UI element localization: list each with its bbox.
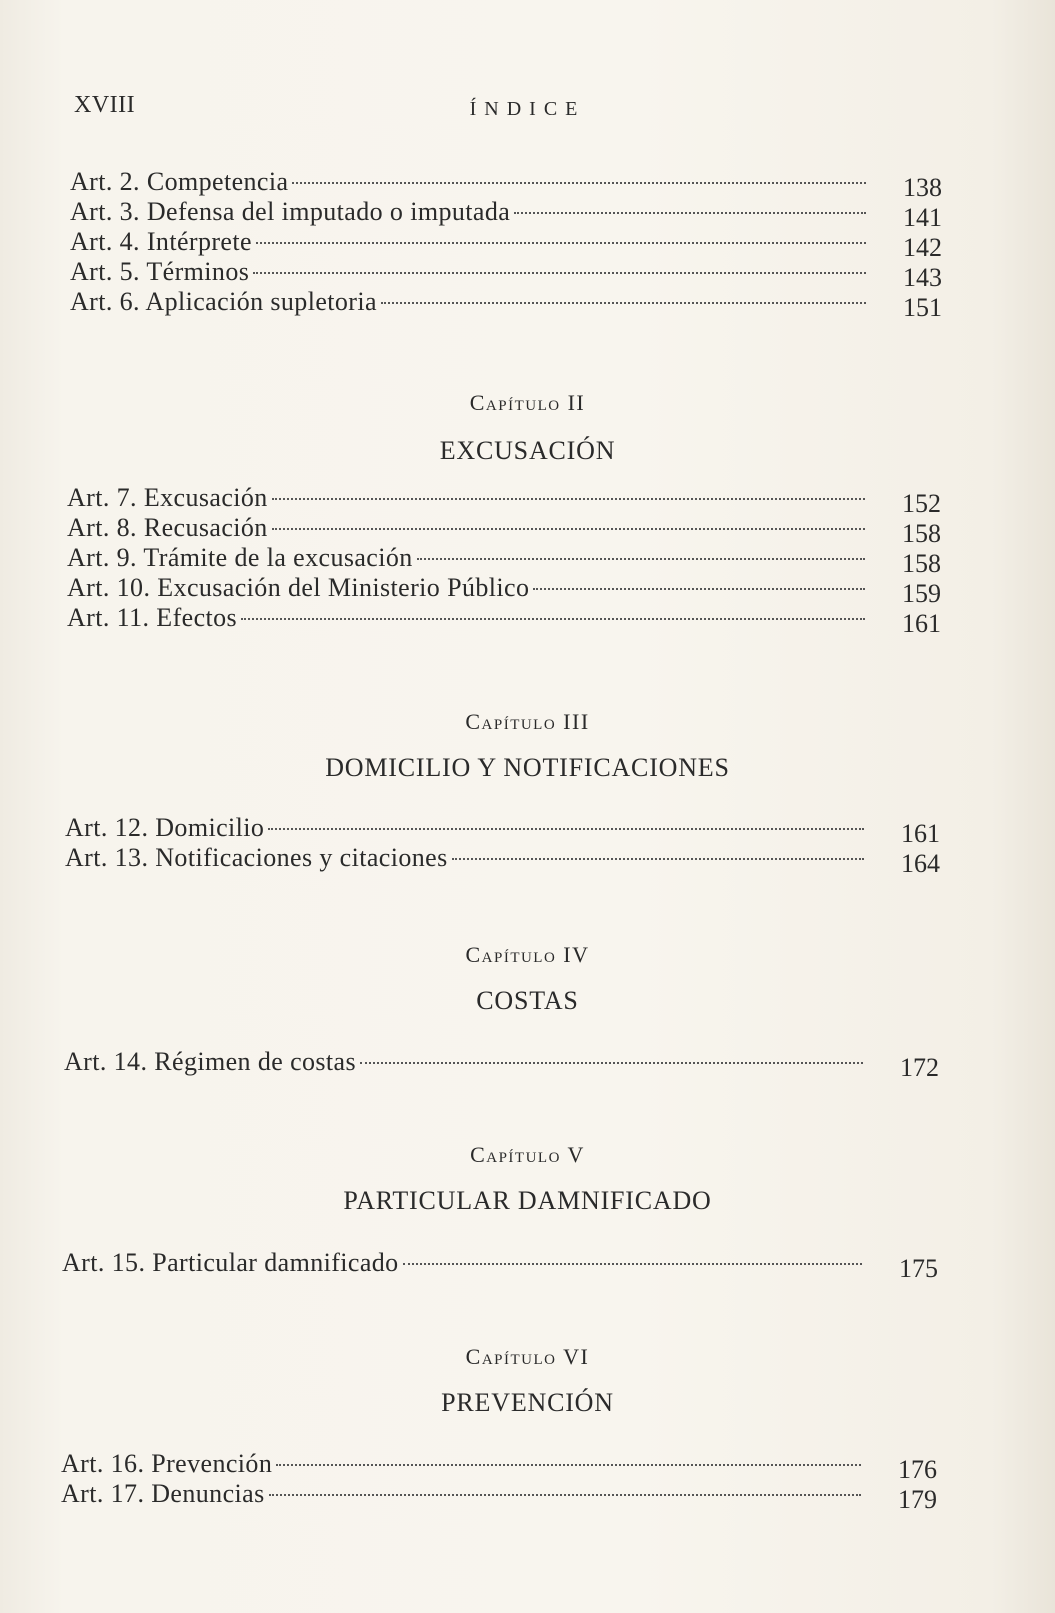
toc-entry[interactable] bbox=[65, 813, 940, 847]
entry-title: Art. 2. Competencia bbox=[70, 167, 289, 196]
chapter-title: COSTAS bbox=[476, 986, 579, 1015]
toc-entry[interactable] bbox=[70, 227, 942, 261]
toc-entry[interactable] bbox=[70, 167, 942, 201]
entry-page-number: 158 bbox=[902, 549, 941, 578]
chapter-label: Capítulo III bbox=[465, 709, 590, 734]
dot-leader bbox=[533, 588, 865, 590]
entry-page-number: 161 bbox=[902, 609, 941, 638]
dot-leader bbox=[272, 498, 865, 500]
chapter-label: Capítulo VI bbox=[465, 1344, 590, 1369]
toc-entry[interactable] bbox=[67, 603, 941, 637]
entry-page-number: 172 bbox=[900, 1053, 939, 1082]
toc-entry[interactable] bbox=[61, 1449, 937, 1483]
dot-leader bbox=[272, 528, 865, 530]
running-title: ÍNDICE bbox=[469, 98, 586, 120]
toc-entry[interactable] bbox=[67, 573, 941, 607]
entry-title: Art. 9. Trámite de la excusación bbox=[67, 543, 413, 572]
entry-title: Art. 5. Términos bbox=[70, 257, 250, 286]
entry-page-number: 142 bbox=[903, 233, 942, 262]
dot-leader bbox=[269, 1494, 861, 1496]
entry-page-number: 151 bbox=[903, 293, 942, 322]
toc-entry[interactable] bbox=[65, 843, 940, 877]
dot-leader bbox=[360, 1062, 863, 1064]
entry-title: Art. 6. Aplicación supletoria bbox=[70, 287, 377, 316]
entry-title: Art. 16. Prevención bbox=[61, 1449, 273, 1478]
page-folio: XVIII bbox=[74, 92, 136, 118]
dot-leader bbox=[381, 302, 866, 304]
entry-title: Art. 11. Efectos bbox=[67, 603, 238, 632]
entry-page-number: 175 bbox=[899, 1254, 938, 1283]
dot-leader bbox=[253, 272, 866, 274]
chapter-title: PARTICULAR DAMNIFICADO bbox=[343, 1186, 712, 1215]
chapter-label: Capítulo II bbox=[469, 390, 586, 415]
entry-title: Art. 15. Particular damnificado bbox=[62, 1248, 399, 1277]
toc-entry[interactable] bbox=[70, 197, 942, 231]
entry-page-number: 159 bbox=[902, 579, 941, 608]
dot-leader bbox=[276, 1464, 861, 1466]
entry-page-number: 138 bbox=[903, 173, 942, 202]
dot-leader bbox=[452, 858, 864, 860]
entry-title: Art. 3. Defensa del imputado o imputada bbox=[70, 197, 511, 226]
entry-page-number: 179 bbox=[898, 1485, 937, 1514]
toc-entry[interactable] bbox=[61, 1479, 937, 1513]
entry-page-number: 176 bbox=[898, 1455, 937, 1484]
entry-page-number: 141 bbox=[903, 203, 942, 232]
entry-title: Art. 4. Intérprete bbox=[70, 227, 252, 256]
entry-page-number: 158 bbox=[902, 519, 941, 548]
entry-page-number: 143 bbox=[903, 263, 942, 292]
toc-entry[interactable] bbox=[70, 257, 942, 291]
entry-title: Art. 7. Excusación bbox=[67, 483, 268, 512]
chapter-label: Capítulo V bbox=[470, 1142, 585, 1167]
dot-leader bbox=[268, 828, 864, 830]
entry-page-number: 164 bbox=[901, 849, 940, 878]
dot-leader bbox=[514, 212, 866, 214]
dot-leader bbox=[292, 182, 866, 184]
toc-entry[interactable] bbox=[70, 287, 942, 321]
entry-title: Art. 10. Excusación del Ministerio Público bbox=[67, 573, 530, 602]
toc-entry[interactable] bbox=[62, 1248, 938, 1282]
entry-title: Art. 13. Notificaciones y citaciones bbox=[65, 843, 448, 872]
dot-leader bbox=[403, 1263, 862, 1265]
toc-entry[interactable] bbox=[67, 543, 941, 577]
dot-leader bbox=[417, 558, 865, 560]
toc-entry[interactable] bbox=[64, 1047, 939, 1081]
entry-title: Art. 8. Recusación bbox=[67, 513, 268, 542]
dot-leader bbox=[256, 242, 866, 244]
chapter-title: DOMICILIO Y NOTIFICACIONES bbox=[325, 753, 730, 782]
entry-title: Art. 14. Régimen de costas bbox=[64, 1047, 357, 1076]
entry-title: Art. 12. Domicilio bbox=[65, 813, 265, 842]
entry-page-number: 161 bbox=[901, 819, 940, 848]
entry-page-number: 152 bbox=[902, 489, 941, 518]
toc-entry[interactable] bbox=[67, 513, 941, 547]
chapter-label: Capítulo IV bbox=[465, 942, 590, 967]
dot-leader bbox=[241, 618, 865, 620]
entry-title: Art. 17. Denuncias bbox=[61, 1479, 265, 1508]
chapter-title: PREVENCIÓN bbox=[441, 1388, 614, 1417]
toc-entry[interactable] bbox=[67, 483, 941, 517]
chapter-title: EXCUSACIÓN bbox=[439, 436, 616, 465]
